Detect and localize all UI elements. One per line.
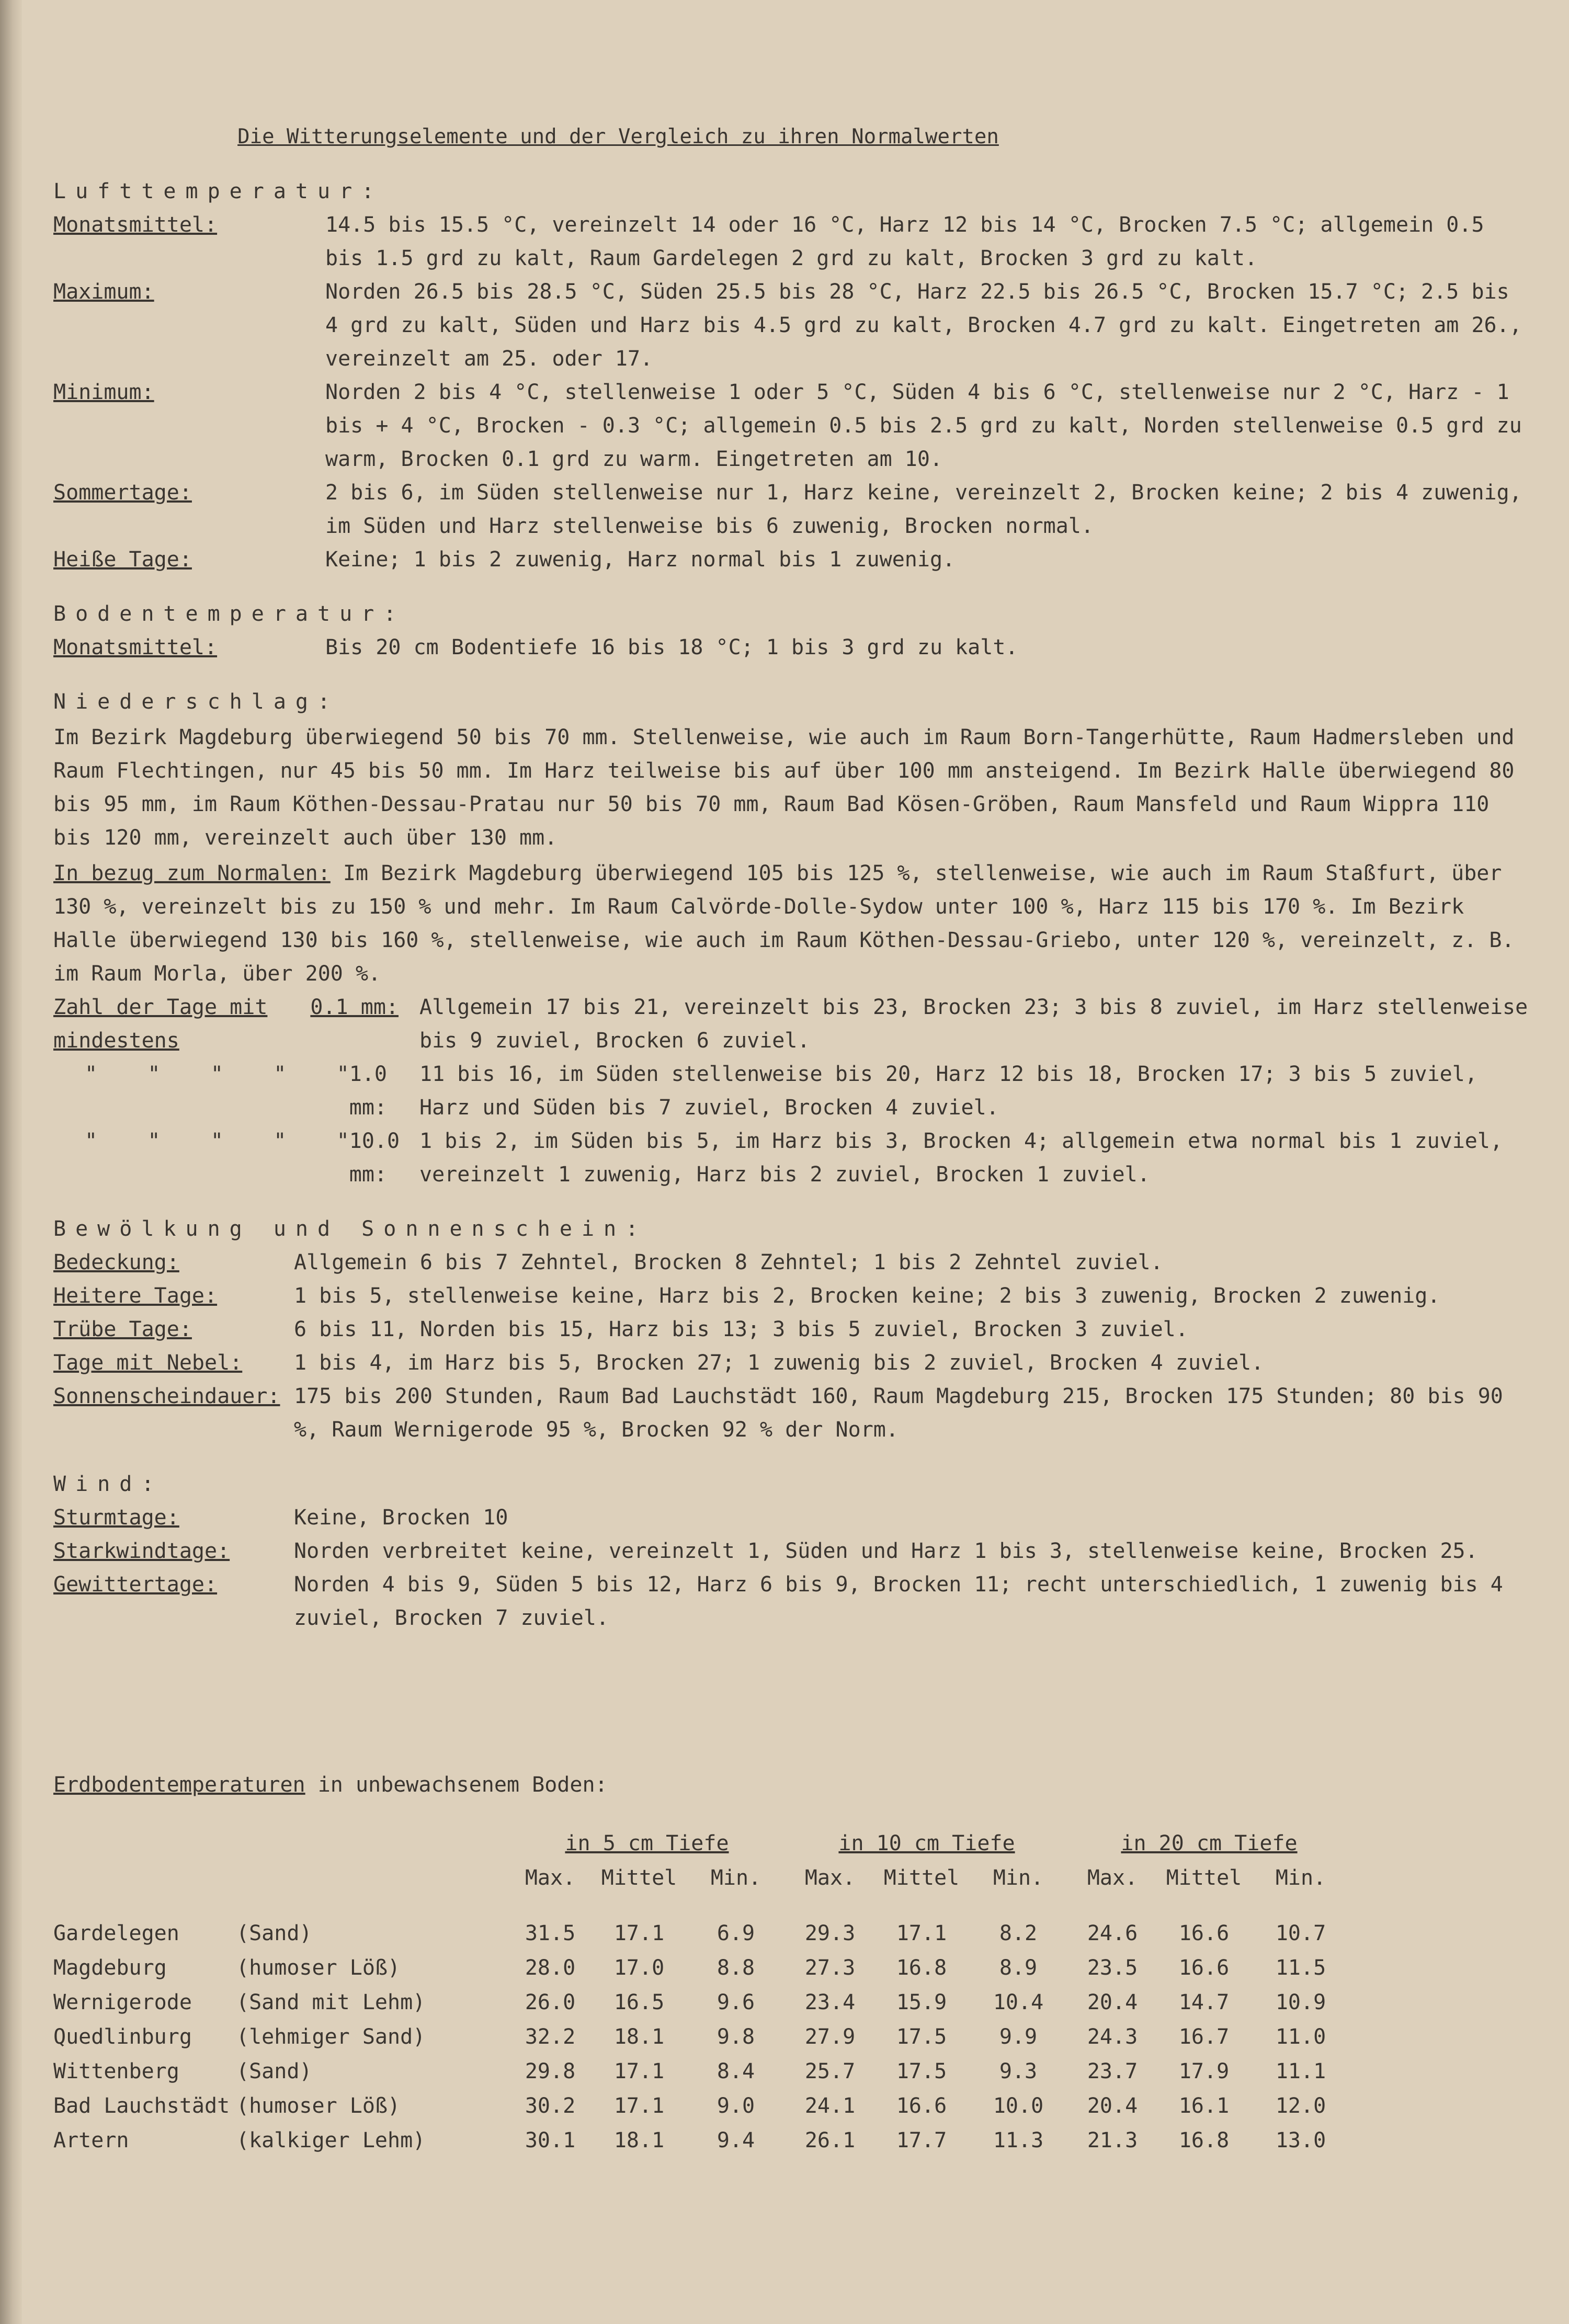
- erdboden-heading-underlined: Erdbodentemperaturen: [53, 1773, 305, 1797]
- column-header: Mittel: [1166, 1866, 1242, 1890]
- item-label: Heitere Tage:: [53, 1284, 218, 1308]
- section-heading-wind: Wind:: [53, 1472, 164, 1496]
- temperature-cell: 17.7: [896, 2128, 947, 2152]
- soil-type: (Sand): [236, 2059, 312, 2083]
- item-label: Bedeckung:: [53, 1250, 179, 1274]
- erdboden-heading: [53, 1768, 1528, 1802]
- temperature-cell: 16.5: [613, 1990, 665, 2014]
- item-row: [53, 1246, 1528, 1279]
- column-header: Min.: [993, 1866, 1044, 1890]
- niederschlag-normal: [53, 857, 1528, 990]
- temperature-cell: 17.1: [613, 2094, 665, 2118]
- item-text: Bis 20 cm Bodentiefe 16 bis 18 °C; 1 bis 3 grd zu kalt.: [325, 635, 1018, 659]
- station-name: Quedlinburg: [53, 2025, 192, 2049]
- section-heading-bewoelkung: Bewölkung und Sonnenschein:: [53, 1217, 648, 1241]
- temperature-cell: 8.9: [999, 1956, 1038, 1980]
- item-label: Tage mit Nebel:: [53, 1351, 243, 1375]
- temperature-cell: 9.4: [717, 2128, 755, 2152]
- section-heading-bodentemperatur: Bodentemperatur:: [53, 602, 406, 626]
- temperature-cell: 32.2: [525, 2025, 576, 2049]
- temperature-cell: 17.5: [896, 2025, 947, 2049]
- temperature-cell: 20.4: [1087, 2094, 1138, 2118]
- temperature-cell: 29.8: [525, 2059, 576, 2083]
- item-label: Trübe Tage:: [53, 1317, 192, 1341]
- temperature-cell: 23.4: [804, 1990, 856, 2014]
- table-row: [53, 2089, 1350, 2123]
- document-body: [53, 120, 1528, 1635]
- column-header: Max.: [1087, 1866, 1138, 1890]
- item-row: [53, 543, 1528, 576]
- temperature-cell: 23.5: [1087, 1956, 1138, 1980]
- station-name: Wernigerode: [53, 1990, 192, 2014]
- item-text: Allgemein 6 bis 7 Zehntel, Brocken 8 Zehntel; 1 bis 2 Zehntel zuviel.: [294, 1250, 1163, 1274]
- table-row: [53, 1916, 1350, 1951]
- item-text: Keine, Brocken 10: [294, 1506, 508, 1530]
- temperature-cell: 31.5: [525, 1921, 576, 1945]
- soil-type: (Sand mit Lehm): [236, 1990, 426, 2014]
- temperature-cell: 9.8: [717, 2025, 755, 2049]
- item-text: Norden 2 bis 4 °C, stellenweise 1 oder 5 °C, Süden 4 bis 6 °C, stellenweise nur 2 °C, Harz - 1 bis + 4 °C, Brocken - 0.3 °C; allgemein 0.5 bis 2.5 grd zu kalt, Norden stellenweise 0.5 grd zu warm, Brocken 0.1 grd zu warm. Eingetreten am 10.: [325, 380, 1522, 471]
- item-label: Sommertage:: [53, 481, 192, 505]
- temperature-cell: 26.1: [804, 2128, 856, 2152]
- item-text: Keine; 1 bis 2 zuwenig, Harz normal bis 1 zuwenig.: [325, 548, 956, 572]
- item-label: Heiße Tage:: [53, 548, 192, 572]
- column-header: Mittel: [883, 1866, 960, 1890]
- item-text: Norden 26.5 bis 28.5 °C, Süden 25.5 bis 28 °C, Harz 22.5 bis 26.5 °C, Brocken 15.7 °C; 2.5 bis 4 grd zu kalt, Süden und Harz bis 4.5 grd zu kalt, Brocken 4.7 grd zu kalt. Eingetreten am 26., vereinzelt am 25. oder 17.: [325, 280, 1522, 371]
- days-label: Zahl der Tage mit mindestens: [53, 995, 268, 1053]
- item-row: [53, 275, 1528, 375]
- days-text: 11 bis 16, im Süden stellenweise bis 20, Harz 12 bis 18, Brocken 17; 3 bis 5 zuviel, Harz und Süden bis 7 zuviel, Brocken 4 zuviel.: [419, 1062, 1477, 1120]
- temperature-cell: 30.2: [525, 2094, 576, 2118]
- temperature-cell: 29.3: [804, 1921, 856, 1945]
- days-threshold: 1.0 mm:: [349, 1062, 387, 1120]
- soil-type: (kalkiger Lehm): [236, 2128, 426, 2152]
- temperature-cell: 24.6: [1087, 1921, 1138, 1945]
- soil-type: (humoser Löß): [236, 2094, 401, 2118]
- page: [22, 0, 1569, 2324]
- temperature-cell: 10.0: [993, 2094, 1044, 2118]
- temperature-cell: 18.1: [613, 2128, 665, 2152]
- temperature-cell: 16.6: [1178, 1921, 1230, 1945]
- station-name: Artern: [53, 2128, 129, 2152]
- wind-list: [53, 1501, 1528, 1635]
- temperature-cell: 28.0: [525, 1956, 576, 1980]
- table-row: [53, 2054, 1350, 2089]
- temperature-cell: 10.7: [1275, 1921, 1326, 1945]
- temperature-cell: 9.6: [717, 1990, 755, 2014]
- ditto-marks: " " " " ": [85, 1129, 349, 1153]
- temperature-cell: 20.4: [1087, 1990, 1138, 2014]
- temperature-cell: 13.0: [1275, 2128, 1326, 2152]
- temperature-cell: 10.4: [993, 1990, 1044, 2014]
- station-name: Bad Lauchstädt: [53, 2094, 230, 2118]
- bodentemperatur-list: [53, 631, 1528, 664]
- item-text: 2 bis 6, im Süden stellenweise nur 1, Harz keine, vereinzelt 2, Brocken keine; 2 bis 4 zuwenig, im Süden und Harz stellenweise bis 6 zuwenig, Brocken normal.: [325, 481, 1522, 538]
- temperature-cell: 17.1: [613, 1921, 665, 1945]
- temperature-cell: 9.9: [999, 2025, 1038, 2049]
- temperature-cell: 16.8: [896, 1956, 947, 1980]
- temperature-cell: 8.4: [717, 2059, 755, 2083]
- erdboden-section: [53, 1768, 1528, 2158]
- days-row: [53, 1057, 1528, 1124]
- depth-group-header: in 5 cm Tiefe: [565, 1831, 729, 1855]
- station-name: Wittenberg: [53, 2059, 179, 2083]
- days-row: [53, 990, 1528, 1057]
- soil-type: (humoser Löß): [236, 1956, 401, 1980]
- temperature-cell: 11.1: [1275, 2059, 1326, 2083]
- item-row: [53, 1534, 1528, 1568]
- station-name: Magdeburg: [53, 1956, 167, 1980]
- item-label: Monatsmittel:: [53, 213, 218, 237]
- temperature-cell: 9.0: [717, 2094, 755, 2118]
- column-header: Mittel: [601, 1866, 677, 1890]
- item-row: [53, 1346, 1528, 1380]
- item-label: Starkwindtage:: [53, 1539, 230, 1563]
- item-row: [53, 1380, 1528, 1446]
- item-row: [53, 208, 1528, 275]
- bewoelkung-list: [53, 1246, 1528, 1446]
- table-row: [53, 1951, 1350, 1985]
- temperature-cell: 17.5: [896, 2059, 947, 2083]
- section-heading-lufttemperatur: Lufttemperatur:: [53, 179, 384, 203]
- column-header: Max.: [525, 1866, 576, 1890]
- temperature-cell: 16.7: [1178, 2025, 1230, 2049]
- temperature-cell: 8.2: [999, 1921, 1038, 1945]
- temperature-cell: 23.7: [1087, 2059, 1138, 2083]
- item-label: Maximum:: [53, 280, 154, 304]
- temperature-cell: 16.6: [1178, 1956, 1230, 1980]
- normal-label: In bezug zum Normalen:: [53, 861, 331, 885]
- item-row: [53, 631, 1528, 664]
- column-header: Min.: [1275, 1866, 1326, 1890]
- temperature-cell: 24.1: [804, 2094, 856, 2118]
- temperature-cell: 10.9: [1275, 1990, 1326, 2014]
- table-row: [53, 1985, 1350, 2020]
- temperature-cell: 17.1: [613, 2059, 665, 2083]
- days-row: [53, 1124, 1528, 1191]
- table-row: [53, 2020, 1350, 2054]
- soil-type: (Sand): [236, 1921, 312, 1945]
- item-label: Sturmtage:: [53, 1506, 179, 1530]
- soil-temperature-table: [53, 1826, 1350, 2158]
- depth-group-header: in 20 cm Tiefe: [1121, 1831, 1298, 1855]
- table-row: [53, 2123, 1350, 2158]
- sub-header-row: [53, 1861, 1350, 1895]
- temperature-cell: 27.3: [804, 1956, 856, 1980]
- item-label: Minimum:: [53, 380, 154, 404]
- temperature-cell: 18.1: [613, 2025, 665, 2049]
- temperature-cell: 8.8: [717, 1956, 755, 1980]
- column-header: Min.: [710, 1866, 761, 1890]
- temperature-cell: 16.8: [1178, 2128, 1230, 2152]
- item-text: 1 bis 5, stellenweise keine, Harz bis 2, Brocken keine; 2 bis 3 zuwenig, Brocken 2 zuwenig.: [294, 1284, 1440, 1308]
- page-title: Die Witterungselemente und der Vergleich zu ihren Normalwerten: [237, 125, 999, 149]
- item-row: [53, 476, 1528, 543]
- temperature-cell: 30.1: [525, 2128, 576, 2152]
- item-text: 1 bis 4, im Harz bis 5, Brocken 27; 1 zuwenig bis 2 zuviel, Brocken 4 zuviel.: [294, 1351, 1264, 1375]
- column-header: Max.: [804, 1866, 856, 1890]
- days-text: Allgemein 17 bis 21, vereinzelt bis 23, Brocken 23; 3 bis 8 zuviel, im Harz stellenweise bis 9 zuviel, Brocken 6 zuviel.: [419, 995, 1528, 1053]
- temperature-cell: 24.3: [1087, 2025, 1138, 2049]
- section-heading-niederschlag: Niederschlag:: [53, 690, 340, 714]
- temperature-cell: 11.0: [1275, 2025, 1326, 2049]
- temperature-cell: 17.0: [613, 1956, 665, 1980]
- temperature-cell: 16.6: [896, 2094, 947, 2118]
- item-row: [53, 1313, 1528, 1346]
- temperature-cell: 21.3: [1087, 2128, 1138, 2152]
- temperature-cell: 6.9: [717, 1921, 755, 1945]
- item-row: [53, 1501, 1528, 1534]
- temperature-cell: 27.9: [804, 2025, 856, 2049]
- niederschlag-text: Im Bezirk Magdeburg überwiegend 50 bis 70 mm. Stellenweise, wie auch im Raum Born-Tangerhütte, Raum Hadmersleben und Raum Flechtingen, nur 45 bis 50 mm. Im Harz teilweise bis auf über 100 mm ansteigend. Im Bezirk Halle überwiegend 80 bis 95 mm, im Raum Köthen-Dessau-Pratau nur 50 bis 70 mm, Raum Bad Kösen-Gröben, Raum Mansfeld und Raum Wippra 110 bis 120 mm, vereinzelt auch über 130 mm.: [53, 725, 1515, 850]
- soil-type: (lehmiger Sand): [236, 2025, 426, 2049]
- temperature-cell: 25.7: [804, 2059, 856, 2083]
- temperature-cell: 11.3: [993, 2128, 1044, 2152]
- lufttemperatur-list: [53, 208, 1528, 576]
- days-threshold: 0.1 mm:: [310, 995, 399, 1019]
- temperature-cell: 17.1: [896, 1921, 947, 1945]
- temperature-cell: 17.9: [1178, 2059, 1230, 2083]
- item-text: 6 bis 11, Norden bis 15, Harz bis 13; 3 bis 5 zuviel, Brocken 3 zuviel.: [294, 1317, 1188, 1341]
- days-text: 1 bis 2, im Süden bis 5, im Harz bis 3, Brocken 4; allgemein etwa normal bis 1 zuviel, vereinzelt 1 zuwenig, Harz bis 2 zuviel, Brocken 1 zuviel.: [419, 1129, 1503, 1187]
- item-label: Gewittertage:: [53, 1573, 218, 1597]
- item-text: Norden 4 bis 9, Süden 5 bis 12, Harz 6 bis 9, Brocken 11; recht unterschiedlich, 1 zuwenig bis 4 zuviel, Brocken 7 zuviel.: [294, 1573, 1503, 1630]
- item-text: Norden verbreitet keine, vereinzelt 1, Süden und Harz 1 bis 3, stellenweise keine, Brocken 25.: [294, 1539, 1478, 1563]
- ditto-marks: " " " " ": [85, 1062, 349, 1086]
- temperature-cell: 15.9: [896, 1990, 947, 2014]
- normal-text: Im Bezirk Magdeburg überwiegend 105 bis 125 %, stellenweise, wie auch im Raum Staßfurt, über 130 %, vereinzelt bis zu 150 % und mehr. Im Raum Calvörde-Dolle-Sydow unter 100 %, Harz 115 bis 170 %. Im Bezirk Halle überwiegend 130 bis 160 %, stellenweise, wie auch im Raum Köthen-Dessau-Griebo, unter 120 %, vereinzelt, z. B. im Raum Morla, über 200 %.: [53, 861, 1515, 986]
- item-label: Monatsmittel:: [53, 635, 218, 659]
- temperature-cell: 12.0: [1275, 2094, 1326, 2118]
- erdboden-heading-rest: in unbewachsenem Boden:: [305, 1773, 608, 1797]
- depth-group-header: in 10 cm Tiefe: [838, 1831, 1015, 1855]
- item-row: [53, 375, 1528, 476]
- station-name: Gardelegen: [53, 1921, 179, 1945]
- temperature-cell: 16.1: [1178, 2094, 1230, 2118]
- item-text: 175 bis 200 Stunden, Raum Bad Lauchstädt 160, Raum Magdeburg 215, Brocken 175 Stunden; 80 bis 90 %, Raum Wernigerode 95 %, Brocken 92 % der Norm.: [294, 1384, 1503, 1442]
- temperature-cell: 11.5: [1275, 1956, 1326, 1980]
- binding-edge: [0, 0, 22, 2324]
- item-label: Sonnenscheindauer:: [53, 1384, 280, 1408]
- temperature-cell: 9.3: [999, 2059, 1038, 2083]
- item-row: [53, 1279, 1528, 1313]
- days-threshold: 10.0 mm:: [349, 1129, 400, 1187]
- temperature-cell: 26.0: [525, 1990, 576, 2014]
- item-row: [53, 1568, 1528, 1635]
- item-text: 14.5 bis 15.5 °C, vereinzelt 14 oder 16 °C, Harz 12 bis 14 °C, Brocken 7.5 °C; allgemein 0.5 bis 1.5 grd zu kalt, Raum Gardelegen 2 grd zu kalt, Brocken 3 grd zu kalt.: [325, 213, 1484, 270]
- group-header-row: [53, 1826, 1350, 1861]
- temperature-cell: 14.7: [1178, 1990, 1230, 2014]
